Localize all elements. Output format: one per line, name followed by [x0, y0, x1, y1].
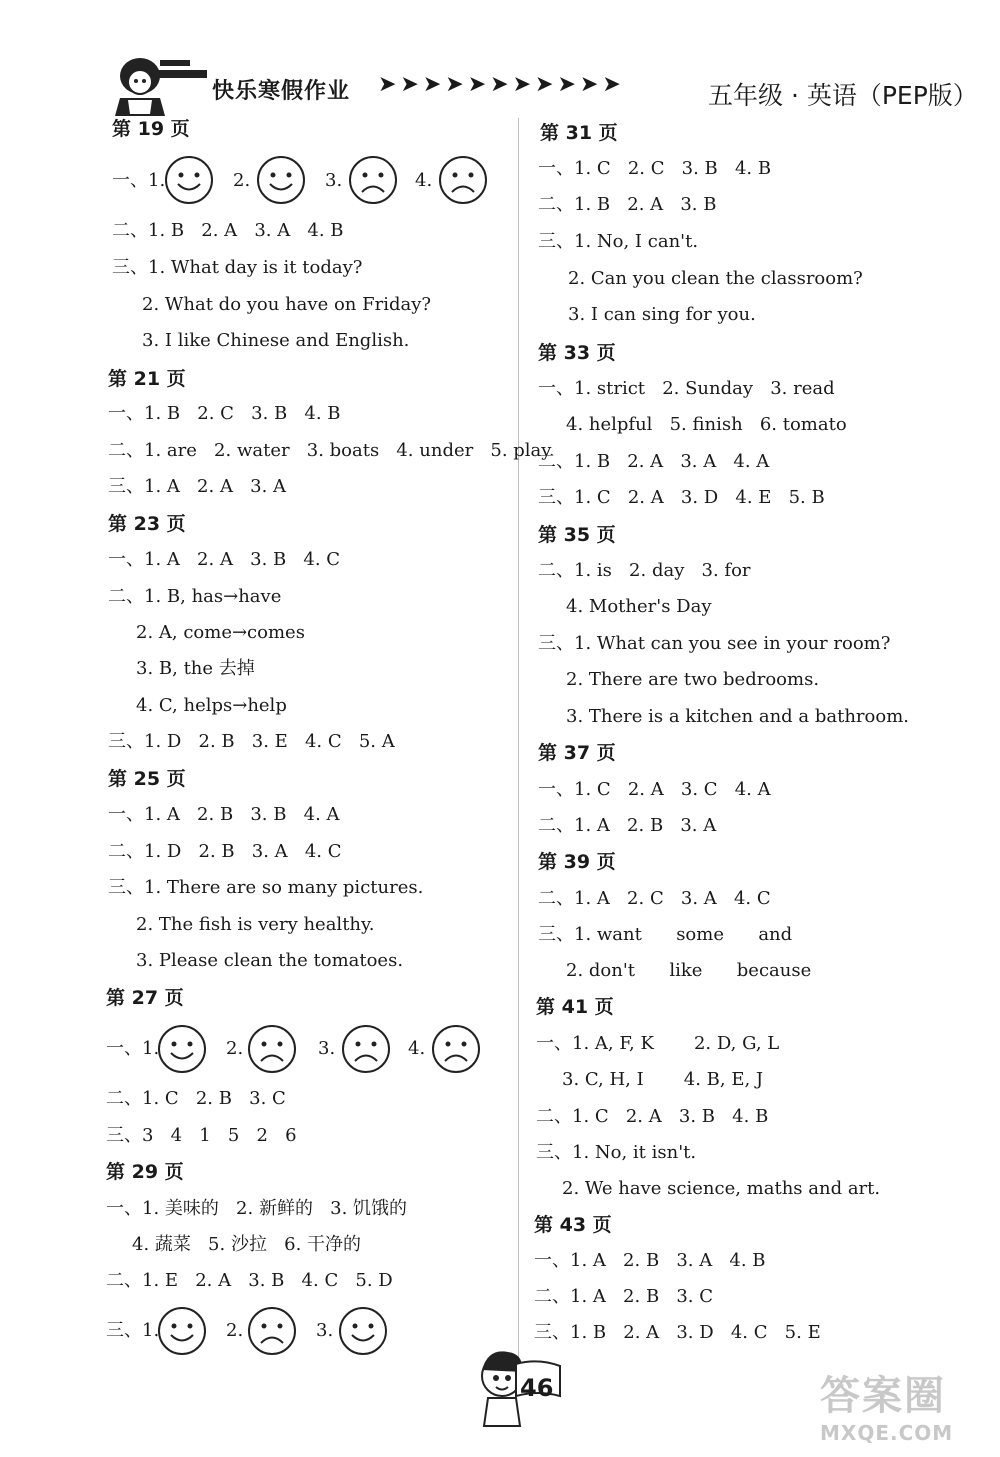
sad-face-icon — [437, 154, 489, 206]
section-heading: 第 19 页 — [112, 118, 190, 140]
answer-line: 3. C, H, I 4. B, E, J — [562, 1069, 764, 1090]
answer-line: 3. I like Chinese and English. — [142, 330, 410, 351]
answer-line: 二、1. are 2. water 3. boats 4. under 5. play — [108, 440, 552, 461]
section-heading: 第 21 页 — [108, 368, 186, 390]
answer-line: 一、1. strict 2. Sunday 3. read — [538, 378, 835, 399]
answer-line: 二、1. is 2. day 3. for — [538, 560, 751, 581]
answer-line: 二、1. E 2. A 3. B 4. C 5. D — [106, 1270, 393, 1291]
section-heading: 第 41 页 — [536, 996, 614, 1018]
sad-face-icon — [347, 154, 399, 206]
answer-line: 一、1. A 2. B 3. A 4. B — [534, 1250, 766, 1271]
section-heading: 第 27 页 — [106, 987, 184, 1009]
grade-subject-label: 五年级 · 英语（PEP版） — [708, 81, 978, 110]
answer-line: 二、1. B, has→have — [108, 586, 282, 607]
answer-line: 二、1. B 2. A 3. B — [538, 194, 717, 215]
answer-line: 三、1. B 2. A 3. D 4. C 5. E — [534, 1322, 821, 1343]
smiley-face-icon — [255, 154, 307, 206]
answer-line: 2. A, come→comes — [136, 622, 305, 643]
answer-line: 二、1. C 2. A 3. B 4. B — [536, 1106, 769, 1127]
answer-line: 3. — [316, 1320, 334, 1341]
answer-line: 2. don't like because — [566, 960, 812, 981]
section-heading: 第 29 页 — [106, 1161, 184, 1183]
answer-line: 2. — [226, 1320, 244, 1341]
answer-line: 二、1. B 2. A 3. A 4. B — [112, 220, 344, 241]
sad-face-icon — [340, 1023, 392, 1075]
answer-line: 2. What do you have on Friday? — [142, 294, 432, 315]
answer-line: 三、1. No, I can't. — [538, 231, 699, 252]
sad-face-icon — [246, 1023, 298, 1075]
section-heading: 第 43 页 — [534, 1214, 612, 1236]
answer-line: 二、1. B 2. A 3. A 4. A — [538, 451, 770, 472]
cartoon-logo-icon — [100, 48, 210, 118]
smiley-face-icon — [156, 1305, 208, 1357]
page-number: 46 — [520, 1374, 554, 1402]
answer-line: 三、1. C 2. A 3. D 4. E 5. B — [538, 487, 825, 508]
smiley-face-icon — [156, 1023, 208, 1075]
smiley-face-icon — [337, 1305, 389, 1357]
answer-line: 3. I can sing for you. — [568, 304, 756, 325]
watermark-logo-text: 答案圈 — [820, 1373, 946, 1419]
column-divider — [518, 118, 519, 1358]
section-heading: 第 33 页 — [538, 342, 616, 364]
section-heading: 第 31 页 — [540, 122, 618, 144]
answer-line: 二、1. C 2. B 3. C — [106, 1088, 286, 1109]
answer-line: 3. Please clean the tomatoes. — [136, 950, 404, 971]
answer-line: 三、1. There are so many pictures. — [108, 877, 424, 898]
answer-line: 三、1. What can you see in your room? — [538, 633, 891, 654]
answer-line: 2. The fish is very healthy. — [136, 914, 375, 935]
section-heading: 第 39 页 — [538, 851, 616, 873]
smiley-face-icon — [163, 154, 215, 206]
answer-line: 三、1. — [106, 1320, 160, 1341]
answer-line: 4. helpful 5. finish 6. tomato — [566, 414, 847, 435]
answer-line: 三、1. want some and — [538, 924, 793, 945]
answer-line: 一、1. A, F, K 2. D, G, L — [536, 1033, 780, 1054]
answer-line: 二、1. A 2. B 3. A — [538, 815, 717, 836]
sad-face-icon — [430, 1023, 482, 1075]
answer-line: 三、1. A 2. A 3. A — [108, 476, 287, 497]
answer-line: 2. There are two bedrooms. — [566, 669, 820, 690]
answer-line: 一、1. A 2. B 3. B 4. A — [108, 804, 340, 825]
answer-line: 2. — [233, 170, 251, 191]
sad-face-icon — [246, 1305, 298, 1357]
answer-line: 2. Can you clean the classroom? — [568, 268, 863, 289]
answer-line: 三、1. D 2. B 3. E 4. C 5. A — [108, 731, 395, 752]
answer-line: 二、1. A 2. C 3. A 4. C — [538, 888, 771, 909]
answer-line: 2. We have science, maths and art. — [562, 1178, 881, 1199]
decorative-arrows: ➤➤➤➤➤➤➤➤➤➤➤ — [378, 72, 625, 97]
section-heading: 第 25 页 — [108, 768, 186, 790]
answer-line: 一、1. C 2. A 3. C 4. A — [538, 779, 771, 800]
answer-line: 三、3 4 1 5 2 6 — [106, 1125, 297, 1146]
answer-line: 3. B, the 去掉 — [136, 658, 255, 679]
answer-line: 3. — [325, 170, 343, 191]
answer-line: 4. — [415, 170, 433, 191]
answer-line: 2. — [226, 1038, 244, 1059]
watermark — [820, 1364, 970, 1454]
answer-line: 二、1. D 2. B 3. A 4. C — [108, 841, 342, 862]
answer-line: 4. 蔬菜 5. 沙拉 6. 干净的 — [132, 1234, 362, 1255]
answer-line: 一、1. B 2. C 3. B 4. B — [108, 403, 341, 424]
answer-line: 4. — [408, 1038, 426, 1059]
answer-line: 4. C, helps→help — [136, 695, 287, 716]
section-heading: 第 37 页 — [538, 742, 616, 764]
answer-line: 三、1. What day is it today? — [112, 257, 363, 278]
answer-line: 4. Mother's Day — [566, 596, 712, 617]
section-heading: 第 35 页 — [538, 524, 616, 546]
answer-line: 三、1. No, it isn't. — [536, 1142, 697, 1163]
section-heading: 第 23 页 — [108, 513, 186, 535]
answer-line: 3. There is a kitchen and a bathroom. — [566, 706, 910, 727]
page-header — [0, 0, 1000, 120]
answer-line: 一、1. C 2. C 3. B 4. B — [538, 158, 772, 179]
answer-line: 一、1. — [106, 1038, 160, 1059]
brand-title: 快乐寒假作业 — [212, 79, 351, 104]
answer-line: 二、1. A 2. B 3. C — [534, 1286, 714, 1307]
answer-line: 一、1. 美味的 2. 新鲜的 3. 饥饿的 — [106, 1198, 408, 1219]
watermark-url: MXQE.COM — [820, 1421, 954, 1445]
answer-line: 3. — [318, 1038, 336, 1059]
answer-line: 一、1. A 2. A 3. B 4. C — [108, 549, 341, 570]
answer-line: 一、1. — [112, 170, 166, 191]
